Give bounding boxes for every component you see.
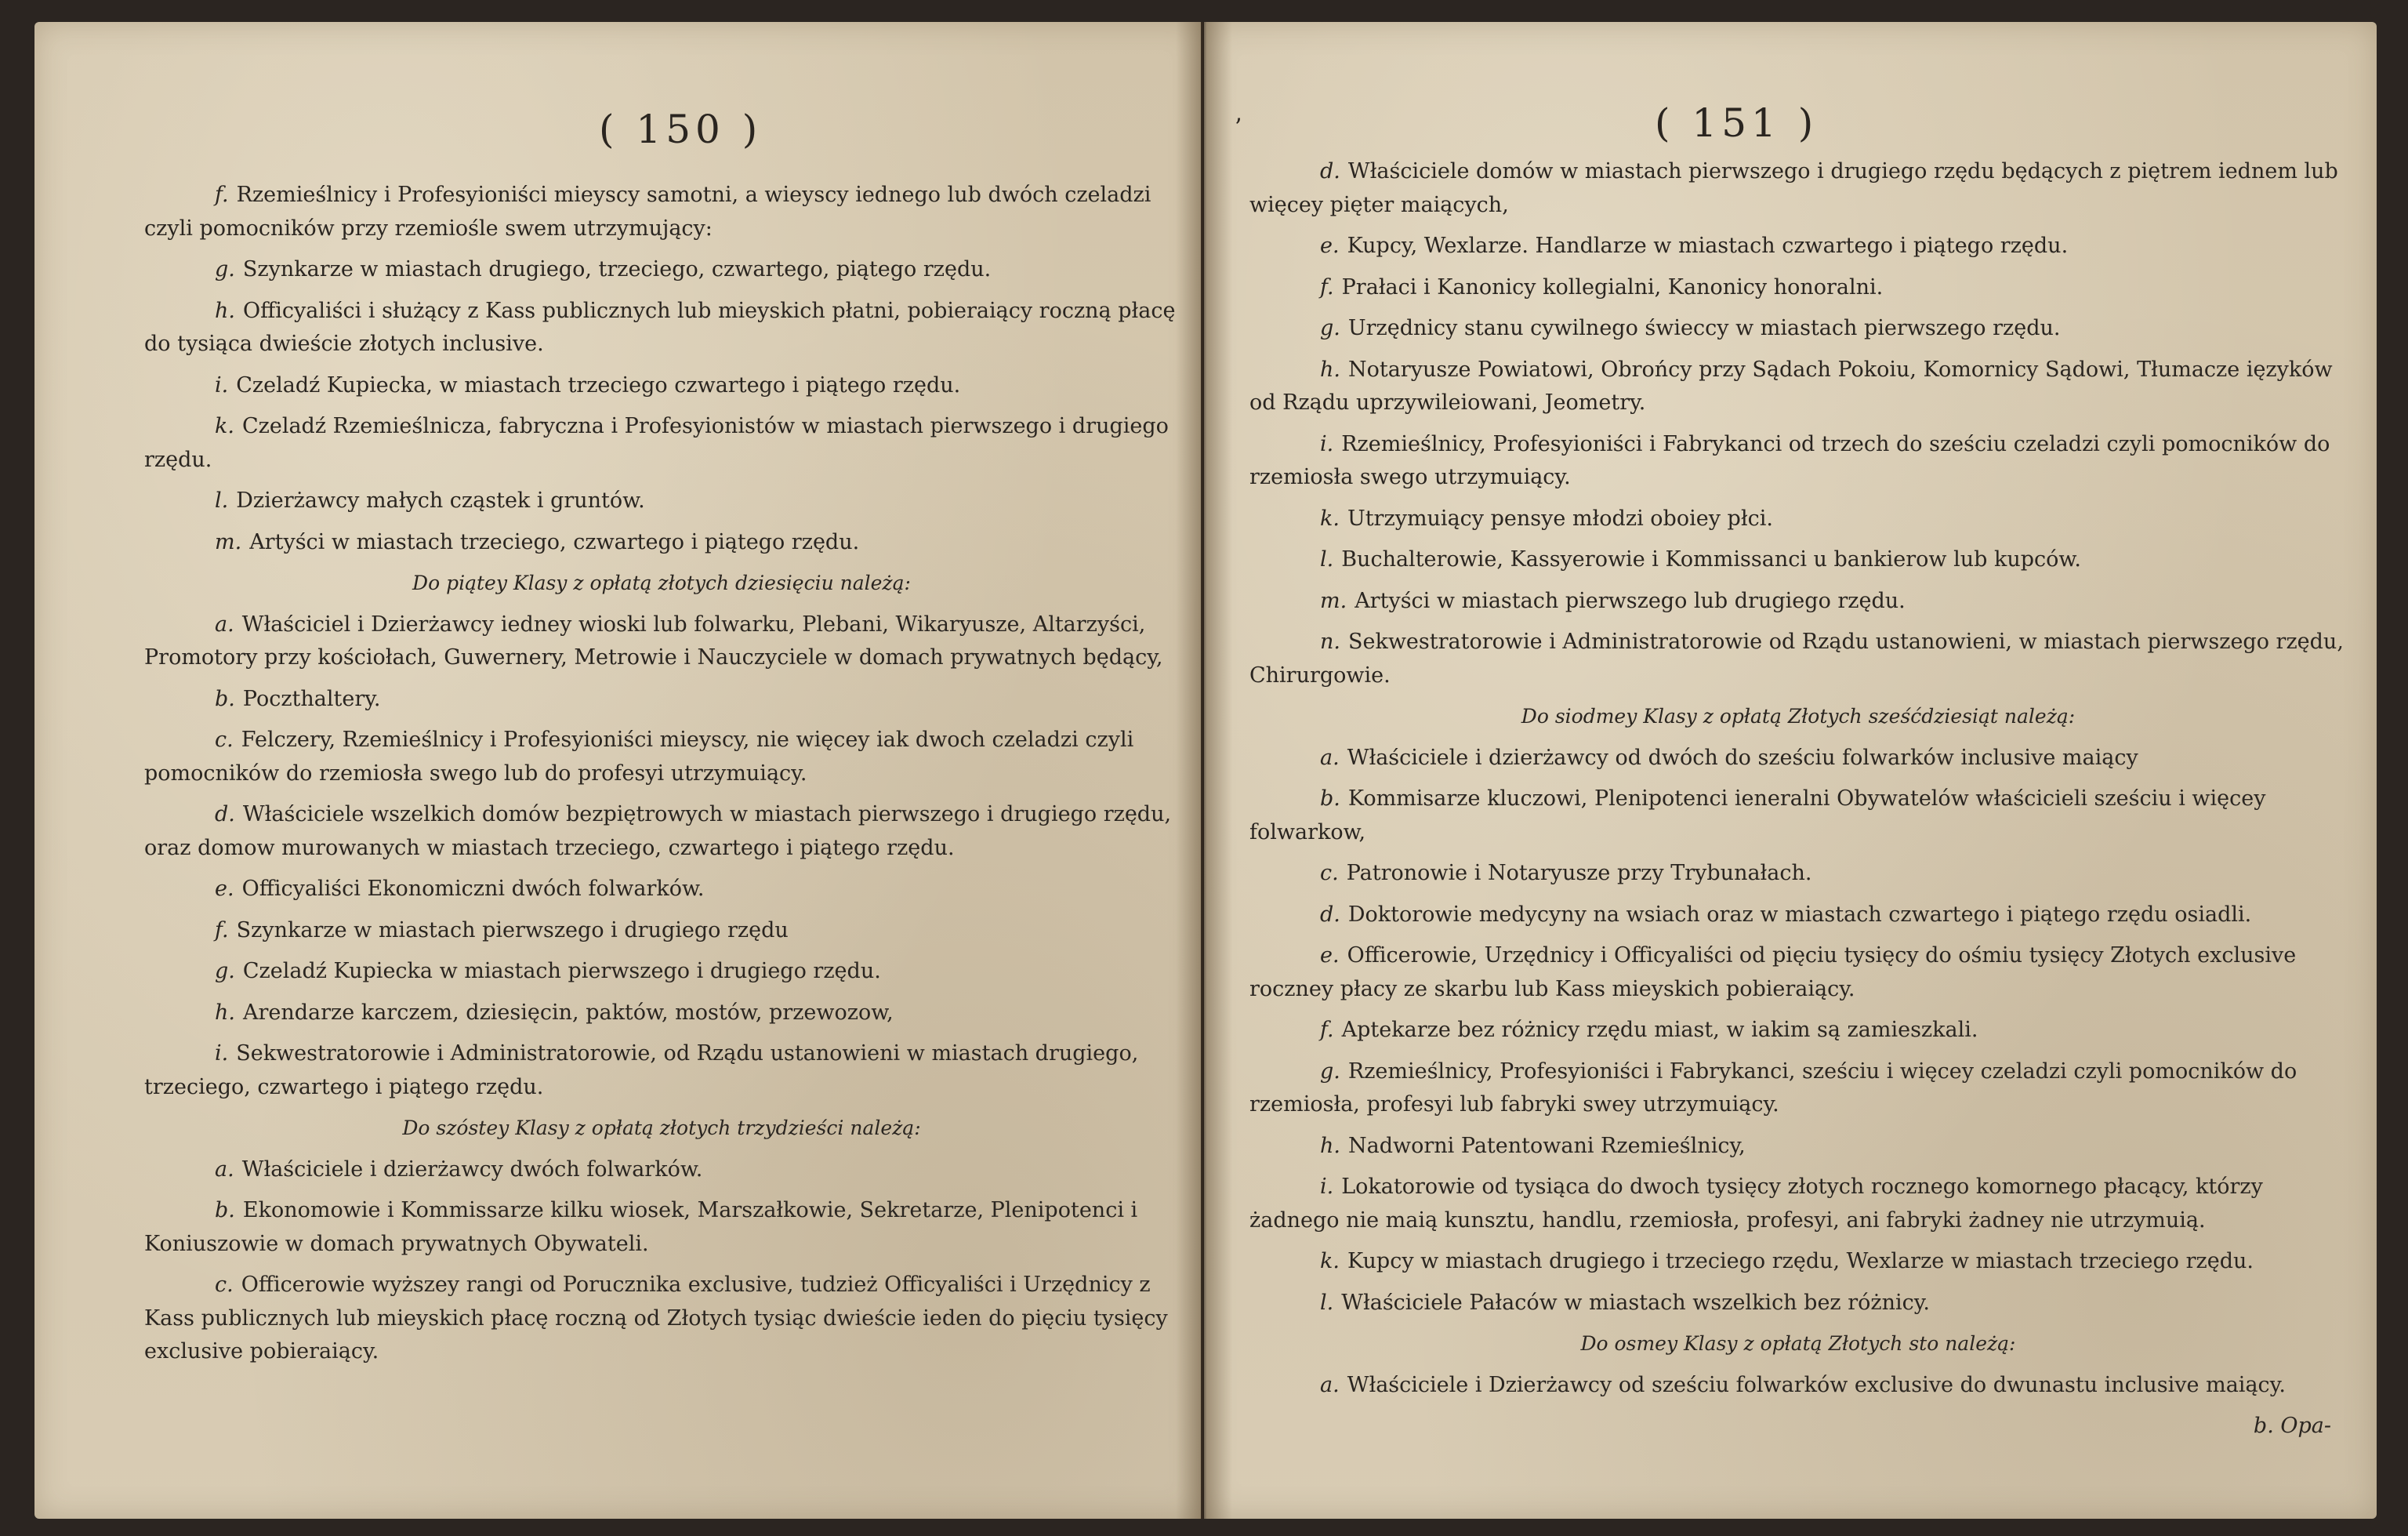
- page-number: ( 150 ): [599, 107, 763, 152]
- list-item: [144, 485, 1179, 518]
- item-text: Szynkarze w miastach pierwszego i drugiego rzędu: [236, 917, 789, 942]
- list-item: [1249, 783, 2347, 849]
- item-text: Aptekarze bez różnicy rzędu miast, w iakim są zamieszkali.: [1341, 1018, 1978, 1042]
- list-item: [144, 914, 1179, 948]
- list-item: [1249, 1130, 2347, 1164]
- item-text: Czeladź Rzemieślnicza, fabryczna i Profesyionistów w miastach pierwszego i drugiego rzędu.: [144, 414, 1169, 472]
- catchword: b. Opa-: [2253, 1414, 2331, 1438]
- margin-mark: ʼ: [1234, 114, 1242, 142]
- item-letter: e.: [215, 877, 234, 901]
- item-letter: a.: [1320, 1372, 1340, 1397]
- item-text: Kupcy w miastach drugiego i trzeciego rzędu, Wexlarze w miastach trzeciego rzędu.: [1347, 1249, 2254, 1273]
- list-item: [1249, 354, 2347, 420]
- item-text: Właściciel i Dzierżawcy iedney wioski lub folwarku, Plebani, Wikaryusze, Altarzyści, Promotory przy kościołach, Guwernery, Metrowie i Nauczyciele w domach prywatnych będący,: [144, 612, 1163, 670]
- item-text: Buchalterowie, Kassyerowie i Kommissanci u bankierow lub kupców.: [1341, 547, 2081, 572]
- item-letter: c.: [1320, 861, 1339, 885]
- item-text: Rzemieślnicy, Profesyioniści i Fabrykanci, sześciu i więcey czeladzi czyli pomocników do rzemiosła, profesyi lub fabryki swey utrzymuiący.: [1249, 1058, 2297, 1117]
- list-item: [144, 798, 1179, 865]
- list-item: [144, 410, 1179, 477]
- item-letter: l.: [1320, 547, 1334, 572]
- list-item: [1249, 1245, 2347, 1279]
- item-letter: f.: [1320, 274, 1334, 300]
- item-text: Utrzymuiący pensye młodzi oboiey płci.: [1347, 506, 1773, 531]
- list-item: [1249, 1171, 2347, 1237]
- list-item: [1249, 155, 2347, 222]
- list-item: [1249, 230, 2347, 263]
- list-item: [1249, 1055, 2347, 1122]
- list-item: [1249, 626, 2347, 692]
- item-text: Artyści w miastach pierwszego lub drugiego rzędu.: [1354, 588, 1906, 613]
- list-item: [144, 1037, 1179, 1104]
- item-letter: g.: [1320, 1058, 1340, 1084]
- list-item: [1249, 312, 2347, 346]
- item-letter: f.: [1320, 1018, 1334, 1042]
- list-item: [1249, 585, 2347, 619]
- list-item: [144, 369, 1179, 403]
- item-letter: d.: [1320, 902, 1340, 927]
- item-letter: b.: [215, 1198, 235, 1222]
- item-letter: l.: [215, 488, 229, 513]
- page-text: [1249, 155, 2347, 1443]
- item-text: Sekwestratorowie i Administratorowie, od Rządu ustanowieni w miastach drugiego, trzeciego, czwartego i piątego rzędu.: [144, 1041, 1139, 1099]
- item-text: Officerowie wyższey rangi od Porucznika exclusive, tudzież Officyaliści i Urzędnicy z Kass publicznych lub mieyskich płacę roczną od Złotych tysiąc dwieście ieden do pięciu tysięcy exclusive pobieraiący.: [144, 1273, 1168, 1364]
- item-letter: i.: [1320, 1175, 1334, 1199]
- item-text: Sekwestratorowie i Administratorowie od Rządu ustanowieni, w miastach pierwszego rzędu, Chirurgowie.: [1249, 630, 2344, 688]
- list-item: [144, 724, 1179, 790]
- list-item: [144, 179, 1179, 245]
- list-item: [144, 253, 1179, 287]
- item-letter: h.: [1320, 357, 1340, 382]
- list-item: [144, 1194, 1179, 1261]
- list-item: [1249, 742, 2347, 775]
- item-letter: g.: [1320, 316, 1340, 340]
- item-text: Właściciele i Dzierżawcy od sześciu folwarków exclusive do dwunastu inclusive maiący.: [1347, 1372, 2286, 1397]
- list-item: [1249, 857, 2347, 891]
- class-heading-text: Do siodmey Klasy z opłatą Złotych sześćdziesiąt należą:: [1521, 705, 2076, 728]
- item-letter: c.: [215, 1273, 234, 1297]
- item-text: Nadworni Patentowani Rzemieślnicy,: [1347, 1133, 1746, 1158]
- right-page: [1204, 22, 2377, 1519]
- item-letter: l.: [1320, 1290, 1334, 1315]
- class-heading: [144, 1112, 1179, 1146]
- item-letter: h.: [1320, 1133, 1340, 1158]
- item-text: Kommisarze kluczowi, Plenipotenci ieneralni Obywatelów właścicieli sześciu i więcey folwarkow,: [1249, 786, 2266, 844]
- item-text: Officerowie, Urzędnicy i Officyaliści od pięciu tysięcy do ośmiu tysięcy Złotych exclusive roczney płacy ze skarbu lub Kass mieyskich pobieraiący.: [1249, 943, 2297, 1001]
- item-letter: m.: [215, 529, 242, 554]
- list-item: [1249, 543, 2347, 577]
- item-text: Ekonomowie i Kommissarze kilku wiosek, Marszałkowie, Sekretarze, Plenipotenci i Koniuszowie w domach prywatnych Obywateli.: [144, 1198, 1138, 1256]
- item-text: Poczthaltery.: [242, 686, 381, 711]
- list-item: [144, 955, 1179, 989]
- item-text: Felczery, Rzemieślnicy i Profesyioniści mieyscy, nie więcey iak dwoch czeladzi czyli pomocników do rzemiosła swego lub do profesyi utrzymuiący.: [144, 728, 1134, 786]
- item-letter: b.: [1320, 786, 1340, 811]
- list-item: [144, 295, 1179, 361]
- item-letter: g.: [215, 257, 235, 281]
- item-letter: g.: [215, 959, 235, 983]
- item-letter: a.: [215, 612, 234, 637]
- list-item: [144, 1153, 1179, 1187]
- item-text: Szynkarze w miastach drugiego, trzeciego, czwartego, piątego rzędu.: [242, 257, 992, 281]
- item-text: Właściciele wszelkich domów bezpiętrowych w miastach pierwszego i drugiego rzędu, oraz domow murowanych w miastach trzeciego, czwartego i piątego rzędu.: [144, 802, 1172, 860]
- item-text: Prałaci i Kanonicy kollegialni, Kanonicy honoralni.: [1341, 274, 1884, 300]
- item-letter: k.: [1320, 506, 1340, 531]
- item-letter: i.: [215, 1041, 229, 1066]
- item-letter: a.: [1320, 745, 1340, 770]
- item-text: Właściciele domów w miastach pierwszego i drugiego rzędu będących z piętrem iednem lub więcey pięter maiących,: [1249, 159, 2338, 217]
- class-heading-text: Do piątey Klasy z opłatą złotych dziesięciu należą:: [412, 572, 911, 594]
- item-letter: c.: [215, 728, 234, 752]
- item-text: Notaryusze Powiatowi, Obrońcy przy Sądach Pokoiu, Komornicy Sądowi, Tłumacze ięzyków od Rządu uprzywileiowani, Jeometry.: [1249, 357, 2333, 415]
- item-text: Czeladź Kupiecka, w miastach trzeciego czwartego i piątego rzędu.: [236, 372, 961, 398]
- item-text: Lokatorowie od tysiąca do dwoch tysięcy złotych rocznego komornego płacący, którzy żadnego nie maią kunsztu, handlu, rzemiosła, profesyi, ani fabryki żadney nie utrzymuią.: [1249, 1175, 2263, 1233]
- list-item: [144, 608, 1179, 675]
- item-text: Doktorowie medycyny na wsiach oraz w miastach czwartego i piątego rzędu osiadli.: [1347, 902, 2252, 927]
- item-text: Patronowie i Notaryusze przy Trybunałach.: [1346, 861, 1812, 885]
- class-heading: [144, 567, 1179, 601]
- item-text: Właściciele Pałaców w miastach wszelkich bez różnicy.: [1341, 1290, 1931, 1315]
- class-heading: [1249, 1327, 2347, 1361]
- item-text: Urzędnicy stanu cywilnego świeccy w miastach pierwszego rzędu.: [1347, 316, 2061, 340]
- list-item: [1249, 1014, 2347, 1048]
- item-letter: b.: [215, 686, 235, 711]
- list-item: [144, 1269, 1179, 1369]
- list-item: [144, 526, 1179, 560]
- item-letter: k.: [215, 414, 234, 438]
- item-letter: k.: [1320, 1249, 1340, 1273]
- list-item: [1249, 1369, 2347, 1403]
- class-heading-text: Do osmey Klasy z opłatą Złotych sto należą:: [1580, 1332, 2016, 1355]
- class-heading-text: Do szóstey Klasy z opłatą złotych trzydzieści należą:: [402, 1117, 921, 1139]
- item-letter: d.: [1320, 159, 1340, 183]
- item-letter: d.: [215, 802, 235, 826]
- item-text: Czeladź Kupiecka w miastach pierwszego i drugiego rzędu.: [242, 959, 881, 983]
- list-item: [144, 683, 1179, 717]
- item-letter: n.: [1320, 630, 1340, 654]
- list-item: [144, 997, 1179, 1030]
- item-letter: e.: [1320, 943, 1340, 968]
- item-text: Rzemieślnicy, Profesyioniści i Fabrykanci od trzech do sześciu czeladzi czyli pomocników do rzemiosła swego utrzymuiący.: [1249, 431, 2330, 489]
- item-text: Officyaliści Ekonomiczni dwóch folwarków.: [241, 877, 705, 901]
- item-letter: f.: [215, 183, 229, 207]
- item-text: Właściciele i dzierżawcy od dwóch do sześciu folwarków inclusive maiący: [1347, 745, 2138, 770]
- item-letter: h.: [215, 298, 235, 323]
- page-number: ( 151 ): [1655, 100, 1819, 146]
- item-letter: i.: [215, 372, 229, 398]
- list-item: [1249, 939, 2347, 1006]
- list-item: [1249, 1287, 2347, 1320]
- item-letter: i.: [1320, 431, 1334, 456]
- item-letter: m.: [1320, 588, 1347, 613]
- list-item: [1249, 271, 2347, 305]
- list-item: [1249, 428, 2347, 495]
- item-text: Dzierżawcy małych cząstek i gruntów.: [236, 488, 645, 513]
- page-text: [144, 179, 1179, 1377]
- item-text: Artyści w miastach trzeciego, czwartego i piątego rzędu.: [249, 529, 860, 554]
- item-text: Officyaliści i służący z Kass publicznych lub mieyskich płatni, pobieraiący roczną płacę do tysiąca dwieście złotych inclusive.: [144, 298, 1176, 356]
- item-text: Rzemieślnicy i Profesyioniści mieyscy samotni, a wieyscy iednego lub dwóch czeladzi czyli pomocników przy rzemiośle swem utrzymujący:: [144, 183, 1151, 241]
- list-item: [1249, 503, 2347, 536]
- item-letter: h.: [215, 1000, 235, 1025]
- class-heading: [1249, 700, 2347, 734]
- item-text: Właściciele i dzierżawcy dwóch folwarków.: [241, 1157, 703, 1182]
- item-letter: a.: [215, 1157, 234, 1182]
- item-text: Kupcy, Wexlarze. Handlarze w miastach czwartego i piątego rzędu.: [1347, 234, 2069, 258]
- list-item: [144, 873, 1179, 906]
- item-letter: f.: [215, 917, 229, 942]
- list-item: [1249, 899, 2347, 932]
- item-letter: e.: [1320, 234, 1340, 258]
- left-page: [34, 22, 1201, 1519]
- item-text: Arendarze karczem, dziesięcin, paktów, mostów, przewozow,: [242, 1000, 894, 1025]
